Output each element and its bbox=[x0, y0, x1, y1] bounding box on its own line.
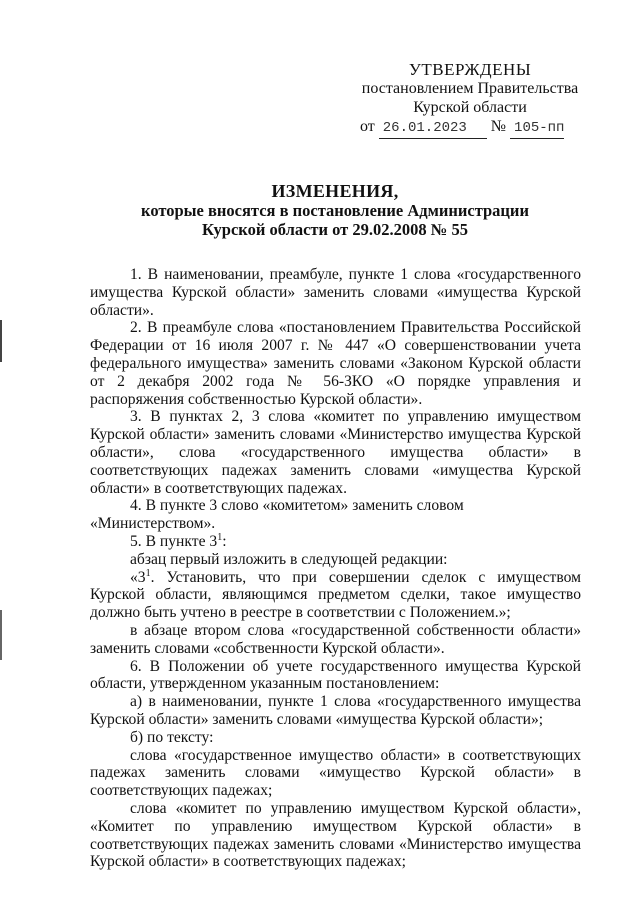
paragraph: в абзаце втором слова «государственной собственности области» заменить словами «собственности Курской области». bbox=[90, 621, 581, 657]
paragraph: слова «государственное имущество области» в соответствующих падежах заменить словами «имущество Курской области» в соответствующих падежах; bbox=[90, 746, 581, 800]
approval-line: Курской области bbox=[413, 99, 527, 116]
paragraph-text: 5. В пункте 3 bbox=[130, 532, 218, 550]
paragraph bbox=[90, 533, 581, 551]
paragraph: 6. В Положении об учете государственного имущества Курской области, утвержденном указанным постановлением: bbox=[90, 657, 581, 693]
number-label: № bbox=[490, 118, 507, 135]
approval-header: УТВЕРЖДЕНЫ bbox=[408, 60, 532, 79]
document-title bbox=[90, 182, 580, 239]
approval-date: 26.01.2023 bbox=[379, 119, 487, 139]
title-main: ИЗМЕНЕНИЯ, bbox=[271, 181, 399, 201]
scan-edge-mark bbox=[0, 320, 2, 362]
paragraph: 1. В наименовании, преамбуле, пункте 1 слова «государственного имущества Курской области» заменить словами «имущества Курской области». bbox=[90, 266, 581, 319]
approval-date-line bbox=[360, 117, 580, 139]
superscript: 1 bbox=[145, 567, 151, 579]
paragraph: слова «комитет по управлению имуществом Курской области», «Комитет по управлению имуществом Курской области» в соответствующих падежах заменить словами «Министерство имущества Курской области» в соответствующих падежах; bbox=[90, 799, 581, 871]
paragraph bbox=[90, 569, 581, 622]
paragraph: 4. В пункте 3 слово «комитетом» заменить словом «Министерством». bbox=[90, 497, 464, 533]
document-body bbox=[90, 266, 581, 871]
paragraph-text: «3 bbox=[130, 568, 146, 586]
approval-block bbox=[360, 60, 580, 139]
scan-edge-mark bbox=[0, 610, 2, 660]
approval-line: постановлением Правительства bbox=[361, 80, 579, 97]
paragraph: 3. В пунктах 2, 3 слова «комитет по управлению имуществом Курской области» заменить словами «Министерство имущества Курской области», слова «государственного имущества области» в соответствующих падежах заменить словами «имущества Курской области» в соответствующих падежах. bbox=[90, 408, 581, 497]
paragraph-text: . Установить, что при совершении сделок с имуществом Курской области, являющимся предметом сделки, такое имущество должно быть учтено в реестре в соответствии с Положением.»; bbox=[90, 568, 581, 622]
paragraph-text: : bbox=[222, 532, 227, 550]
superscript: 1 bbox=[217, 531, 223, 543]
paragraph: 2. В преамбуле слова «постановлением Правительства Российской Федерации от 16 июля 2007 г. № 447 «О совершенствовании учета федерального имущества» заменить словами «Законом Курской области от 2 декабря 2002 года № 56-ЗКО «О порядке управления и распоряжения собственностью Курской области». bbox=[90, 319, 581, 408]
title-line: которые вносятся в постановление Администрации bbox=[141, 201, 529, 220]
approval-number: 105-пп bbox=[510, 119, 564, 139]
title-line: Курской области от 29.02.2008 № 55 bbox=[202, 220, 468, 239]
paragraph: б) по тексту: bbox=[130, 728, 214, 746]
paragraph: абзац первый изложить в следующей редакции: bbox=[130, 550, 448, 568]
from-label: от bbox=[360, 118, 375, 135]
paragraph: а) в наименовании, пункте 1 слова «государственного имущества Курской области» заменить словами «имущества Курской области»; bbox=[90, 693, 581, 728]
